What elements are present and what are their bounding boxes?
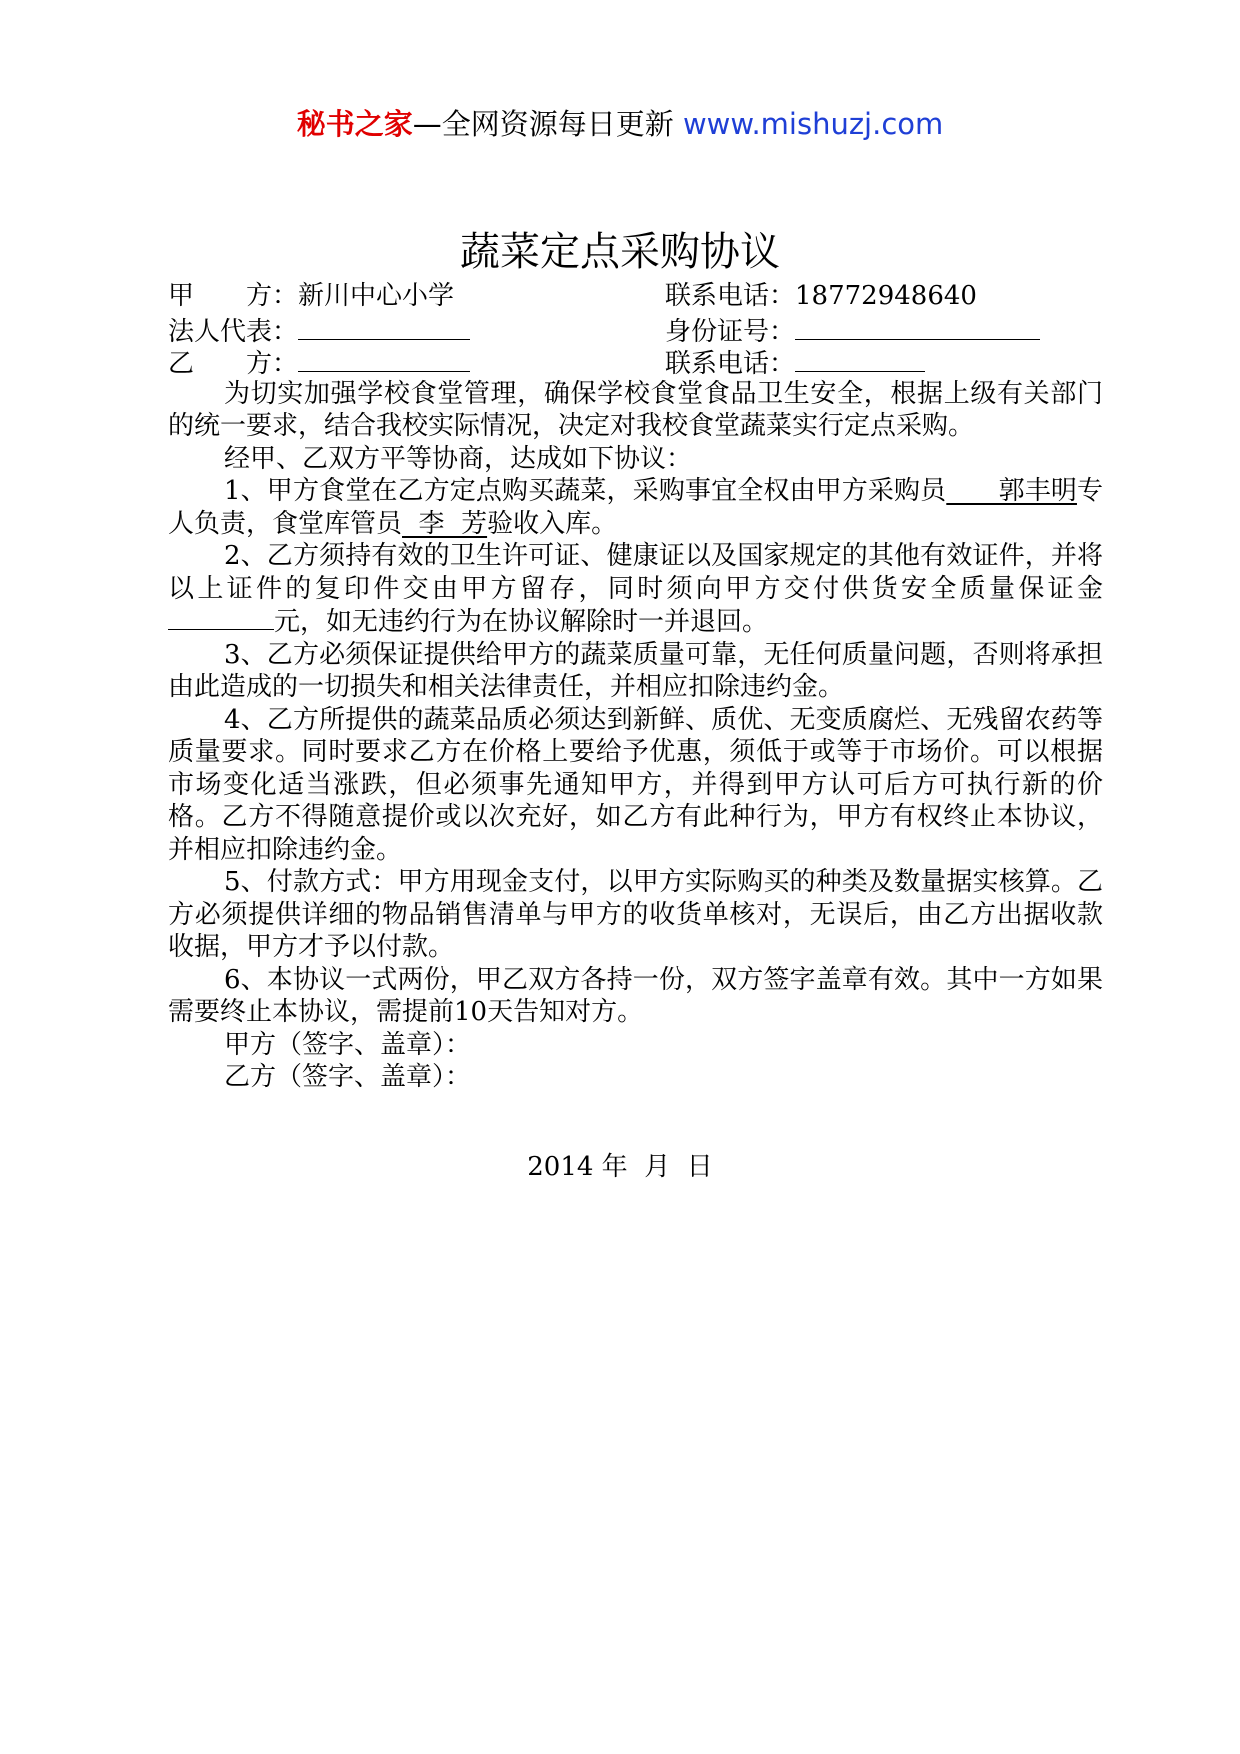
party-b-label: 乙 方： <box>168 349 299 379</box>
phone-value: 18772948640 <box>795 281 977 311</box>
document-title: 蔬菜定点采购协议 <box>460 229 780 275</box>
sign-date: 2014 年 月 日 <box>527 1152 713 1182</box>
intro-paragraph: 为切实加强学校食堂管理，确保学校食堂食品卫生安全，根据上级有关部门的统一要求，结合我校实际情况，决定对我校食堂蔬菜实行定点采购。 <box>168 378 1103 441</box>
representative-blank[interactable] <box>298 313 470 340</box>
deposit-blank[interactable] <box>168 605 274 630</box>
clause-2 <box>168 540 1103 639</box>
brand-name: 秘书之家 <box>296 107 413 141</box>
party-b-row <box>168 345 1103 378</box>
representative-row <box>168 313 1103 346</box>
site-url-link[interactable]: www.mishuzj.com <box>682 107 944 141</box>
id-number-label: 身份证号： <box>665 316 796 347</box>
party-a-row <box>168 280 1103 313</box>
party-a-signature: 甲方（签字、盖章）： <box>224 1029 472 1060</box>
clause-5: 5、付款方式：甲方用现金支付，以甲方实际购买的种类及数量据实核算。乙方必须提供详细的物品销售清单与甲方的收货单核对，无误后，由乙方出据收款收据，甲方才予以付款。 <box>168 867 1103 962</box>
clause-1-text-b: 专人负责，食堂库管员 <box>168 476 1103 539</box>
clause-3: 3、乙方必须保证提供给甲方的蔬菜质量可靠，无任何质量问题，否则将承担由此造成的一切损失和相关法律责任，并相应扣除违约金。 <box>168 639 1103 702</box>
party-a-value: 新川中心小学 <box>298 281 455 311</box>
party-a-label: 甲 方： <box>168 281 299 311</box>
site-header <box>0 104 1240 144</box>
party-b-blank[interactable] <box>298 345 470 372</box>
clause-4: 4、乙方所提供的蔬菜品质必须达到新鲜、质优、无变质腐烂、无残留农药等质量要求。同时要求乙方在价格上要给予优惠，须低于或等于市场价。可以根据市场变化适当涨跌，但必须事先通知甲方，并得到甲方认可后方可执行新的价格。乙方不得随意提价或以次充好，如乙方有此种行为，甲方有权终止本协议，并相应扣除违约金。 <box>168 704 1103 865</box>
id-number-blank[interactable] <box>795 313 1040 340</box>
party-b-phone-label: 联系电话： <box>665 349 796 379</box>
document-body <box>168 280 1103 1094</box>
header-slogan: —全网资源每日更新 <box>412 107 674 141</box>
clause-1-text-a: 1、甲方食堂在乙方定点购买蔬菜，采购事宜全权由甲方采购员 <box>224 476 947 506</box>
party-b-phone-blank[interactable] <box>795 345 925 372</box>
clause-1-text-c: 验收入库。 <box>487 508 618 539</box>
clause-2-text-b: 元，如无违约行为在协议解除时一并退回。 <box>274 607 769 637</box>
phone-label: 联系电话： <box>665 281 796 311</box>
clause-1 <box>168 475 1103 540</box>
buyer-name: 郭丰明 <box>946 476 1077 506</box>
agreement-lead: 经甲、乙双方平等协商，达成如下协议： <box>224 443 693 474</box>
party-b-signature: 乙方（签字、盖章）： <box>224 1062 472 1092</box>
representative-label: 法人代表： <box>168 316 299 347</box>
clause-6: 6、本协议一式两份，甲乙双方各持一份，双方签字盖章有效。其中一方如果需要终止本协议，需提前10天告知对方。 <box>168 964 1103 1027</box>
clause-2-text-a: 2、乙方须持有效的卫生许可证、健康证以及国家规定的其他有效证件，并将以上证件的复印件交由甲方留存，同时须向甲方交付供货安全质量保证金 <box>168 541 1103 604</box>
storekeeper-name: 李 芳 <box>402 508 488 539</box>
